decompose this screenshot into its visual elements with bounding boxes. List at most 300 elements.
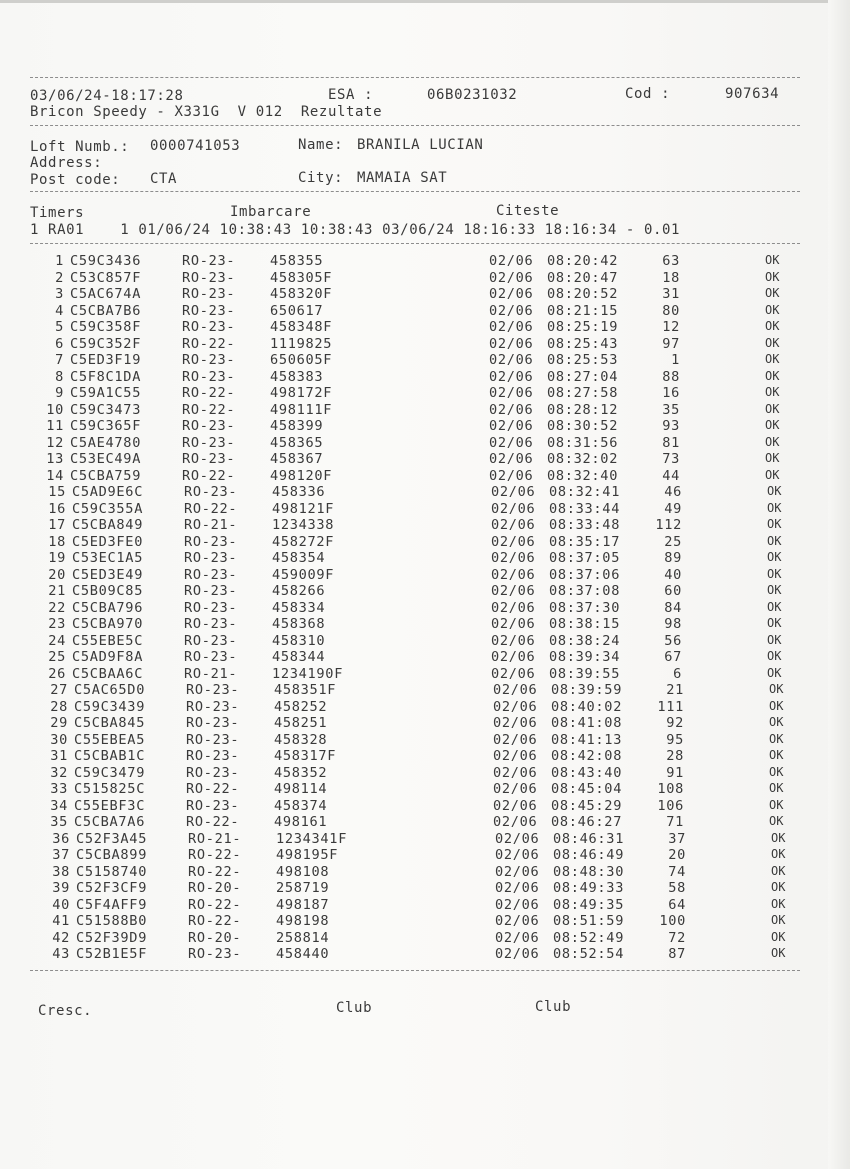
position-number: 31 <box>662 286 680 302</box>
status-ok: OK <box>769 682 784 696</box>
ring-country-year: RO-22- <box>188 913 242 929</box>
ring-code: C5CBA899 <box>76 847 148 863</box>
result-rank: 35 <box>50 814 68 830</box>
ring-number: 458351F <box>274 682 337 698</box>
table-row <box>6 913 850 930</box>
ring-number: 498120F <box>270 467 333 484</box>
ring-country-year: RO-20- <box>188 929 242 946</box>
ring-country-year: RO-23- <box>184 632 238 649</box>
table-row <box>0 352 850 369</box>
status-ok: OK <box>767 599 782 614</box>
ring-number: 498198 <box>276 913 330 929</box>
ring-code: C52F3A45 <box>76 830 148 847</box>
ring-code: C5B09C85 <box>72 583 144 599</box>
status-ok: OK <box>767 500 782 515</box>
table-row <box>2 583 850 600</box>
results-table <box>0 253 850 963</box>
arrival-time: 08:35:17 <box>549 533 621 550</box>
ring-code: C5CBA970 <box>72 616 144 632</box>
status-ok: OK <box>765 286 780 300</box>
arrival-date: 02/06 <box>495 863 540 880</box>
ring-code: C55EBEA5 <box>74 731 146 748</box>
arrival-date: 02/06 <box>489 418 534 434</box>
ring-country-year: RO-23- <box>186 764 240 781</box>
arrival-time: 08:25:53 <box>547 352 619 368</box>
result-rank: 1 <box>55 253 64 269</box>
cresc-label: Cresc. <box>38 1003 93 1019</box>
arrival-date: 02/06 <box>493 748 538 764</box>
result-rank: 34 <box>50 797 68 814</box>
result-rank: 17 <box>48 517 66 533</box>
ring-code: C59C365F <box>70 418 142 434</box>
arrival-date: 02/06 <box>489 319 534 335</box>
loft-label: Loft Numb.: <box>30 139 130 155</box>
result-rank: 19 <box>48 550 66 566</box>
separator-owner <box>30 191 800 192</box>
ring-code: C59C358F <box>70 319 142 335</box>
ring-number: 498187 <box>276 896 330 913</box>
ring-number: 258814 <box>276 929 330 946</box>
ring-code: C5CBAB1C <box>74 748 146 764</box>
result-rank: 39 <box>52 880 70 896</box>
arrival-date: 02/06 <box>489 451 534 467</box>
result-rank: 25 <box>48 649 66 665</box>
ring-code: C5CBA796 <box>72 599 144 616</box>
ring-number: 1234338 <box>272 517 335 533</box>
arrival-time: 08:51:59 <box>553 913 625 929</box>
result-rank: 26 <box>48 665 66 682</box>
ring-country-year: RO-20- <box>188 880 242 896</box>
ring-number: 459009F <box>272 566 335 583</box>
arrival-date: 02/06 <box>491 632 536 649</box>
device-info: Bricon Speedy - X331G V 012 Rezultate <box>30 104 383 120</box>
ring-code: C515825C <box>74 781 146 797</box>
ring-number: 458305F <box>270 269 333 286</box>
table-row <box>0 336 850 353</box>
table-row <box>4 732 850 749</box>
ring-country-year: RO-23- <box>184 566 238 583</box>
ring-number: 498195F <box>276 847 339 863</box>
ring-code: C5CBA849 <box>72 517 144 533</box>
ring-number: 458320F <box>270 286 333 302</box>
ring-number: 458317F <box>274 748 337 764</box>
table-row <box>2 550 850 567</box>
ring-code: C52B1E5F <box>76 946 148 962</box>
status-ok: OK <box>767 649 782 663</box>
result-rank: 3 <box>55 286 64 302</box>
ring-code: C5CBAA6C <box>72 665 144 682</box>
position-number: 21 <box>666 682 684 698</box>
table-row <box>0 286 850 303</box>
ring-code: C59C352F <box>70 335 142 352</box>
result-rank: 38 <box>52 863 70 880</box>
result-rank: 14 <box>46 467 64 484</box>
ring-number: 458383 <box>270 368 324 385</box>
ring-code: C5ED3FE0 <box>72 533 144 550</box>
table-row <box>0 451 850 468</box>
status-ok: OK <box>765 401 780 416</box>
ring-code: C55EBE5C <box>72 632 144 649</box>
arrival-time: 08:39:34 <box>549 649 621 665</box>
table-row <box>4 814 850 831</box>
status-ok: OK <box>771 896 786 911</box>
arrival-date: 02/06 <box>493 797 538 814</box>
ring-country-year: RO-23- <box>184 484 238 500</box>
ring-code: C5AC65D0 <box>74 682 146 698</box>
arrival-time: 08:20:52 <box>547 286 619 302</box>
position-number: 81 <box>662 434 680 451</box>
position-number: 95 <box>666 731 684 748</box>
ring-country-year: RO-23- <box>184 649 238 665</box>
status-ok: OK <box>769 781 784 795</box>
position-number: 63 <box>662 253 680 269</box>
ring-code: C5CBA845 <box>74 715 146 731</box>
arrival-date: 02/06 <box>493 781 538 797</box>
result-rank: 31 <box>50 748 68 764</box>
ring-code: C55EBF3C <box>74 797 146 814</box>
arrival-date: 02/06 <box>493 764 538 781</box>
arrival-date: 02/06 <box>495 946 540 962</box>
table-row <box>2 600 850 617</box>
postcode-label: Post code: <box>30 172 121 188</box>
ring-country-year: RO-23- <box>186 715 240 731</box>
ring-code: C5ED3F19 <box>70 352 142 368</box>
status-ok: OK <box>765 385 780 399</box>
ring-number: 498161 <box>274 814 328 830</box>
result-rank: 24 <box>48 632 66 649</box>
ring-country-year: RO-23- <box>182 451 236 467</box>
ring-country-year: RO-21- <box>184 517 238 533</box>
status-ok: OK <box>767 616 782 630</box>
ring-number: 458266 <box>272 583 326 599</box>
ring-country-year: RO-23- <box>182 269 236 286</box>
result-rank: 2 <box>55 269 64 286</box>
status-ok: OK <box>765 269 780 284</box>
result-rank: 33 <box>50 781 68 797</box>
position-number: 44 <box>662 467 680 484</box>
esa-label: ESA : <box>328 87 374 103</box>
table-row <box>4 699 850 716</box>
arrival-date: 02/06 <box>491 484 536 500</box>
ring-country-year: RO-22- <box>186 814 240 830</box>
ring-country-year: RO-22- <box>184 500 238 517</box>
status-ok: OK <box>771 929 786 944</box>
position-number: 20 <box>668 847 686 863</box>
arrival-date: 02/06 <box>489 401 534 418</box>
ring-number: 1234341F <box>276 830 348 847</box>
position-number: 6 <box>673 665 682 682</box>
status-ok: OK <box>767 550 782 564</box>
status-ok: OK <box>765 352 780 366</box>
ring-code: C5AC674A <box>70 286 142 302</box>
ring-country-year: RO-22- <box>188 847 242 863</box>
separator-top <box>30 77 800 78</box>
status-ok: OK <box>765 319 780 333</box>
status-ok: OK <box>765 467 780 482</box>
arrival-time: 08:31:56 <box>547 434 619 451</box>
arrival-date: 02/06 <box>489 434 534 451</box>
city-label: City: <box>298 170 344 186</box>
arrival-date: 02/06 <box>495 880 540 896</box>
status-ok: OK <box>771 913 786 927</box>
ring-country-year: RO-23- <box>186 731 240 748</box>
table-row <box>6 864 850 881</box>
arrival-time: 08:52:54 <box>553 946 625 962</box>
result-rank: 41 <box>52 913 70 929</box>
status-ok: OK <box>767 517 782 531</box>
position-number: 71 <box>666 814 684 830</box>
ring-code: C5CBA7A6 <box>74 814 146 830</box>
ring-code: C59C3473 <box>70 401 142 418</box>
arrival-time: 08:28:12 <box>547 401 619 418</box>
arrival-time: 08:20:42 <box>547 253 619 269</box>
ring-country-year: RO-21- <box>188 830 242 847</box>
arrival-date: 02/06 <box>489 385 534 401</box>
position-number: 73 <box>662 451 680 467</box>
result-rank: 4 <box>55 302 64 319</box>
club-label-2: Club <box>535 999 572 1015</box>
arrival-time: 08:37:08 <box>549 583 621 599</box>
ring-code: C59C355A <box>72 500 144 517</box>
ring-code: C59A1C55 <box>70 385 142 401</box>
ring-number: 650605F <box>270 352 333 368</box>
ring-number: 458355 <box>270 253 324 269</box>
ring-number: 458348F <box>270 319 333 335</box>
esa-value: 06B0231032 <box>427 87 518 103</box>
table-row <box>6 897 850 914</box>
postcode-value: CTA <box>150 171 178 187</box>
ring-country-year: RO-23- <box>184 550 238 566</box>
result-rank: 28 <box>50 698 68 715</box>
result-rank: 5 <box>55 319 64 335</box>
result-rank: 15 <box>48 484 66 500</box>
ring-code: C53EC1A5 <box>72 550 144 566</box>
status-ok: OK <box>771 946 786 960</box>
position-number: 97 <box>662 335 680 352</box>
ring-code: C59C3439 <box>74 698 146 715</box>
ring-number: 458368 <box>272 616 326 632</box>
table-row <box>0 303 850 320</box>
ring-country-year: RO-23- <box>186 682 240 698</box>
arrival-date: 02/06 <box>491 550 536 566</box>
ring-country-year: RO-21- <box>184 665 238 682</box>
ring-number: 458399 <box>270 418 324 434</box>
arrival-time: 08:27:04 <box>547 368 619 385</box>
position-number: 40 <box>664 566 682 583</box>
table-row <box>6 946 850 963</box>
status-ok: OK <box>771 863 786 878</box>
ring-code: C5F8C1DA <box>70 368 142 385</box>
status-ok: OK <box>771 847 786 861</box>
status-ok: OK <box>767 566 782 581</box>
ring-country-year: RO-23- <box>182 286 236 302</box>
result-rank: 18 <box>48 533 66 550</box>
address-label: Address: <box>30 155 103 171</box>
arrival-time: 08:37:05 <box>549 550 621 566</box>
city-value: MAMAIA SAT <box>357 170 448 186</box>
ring-country-year: RO-23- <box>182 302 236 319</box>
ring-number: 458334 <box>272 599 326 616</box>
ring-code: C53EC49A <box>70 451 142 467</box>
arrival-time: 08:41:08 <box>551 715 623 731</box>
ring-code: C59C3436 <box>70 253 142 269</box>
arrival-date: 02/06 <box>491 649 536 665</box>
status-ok: OK <box>767 583 782 597</box>
arrival-date: 02/06 <box>491 500 536 517</box>
result-rank: 11 <box>46 418 64 434</box>
arrival-time: 08:40:02 <box>551 698 623 715</box>
ring-country-year: RO-23- <box>186 797 240 814</box>
status-ok: OK <box>769 698 784 713</box>
result-rank: 36 <box>52 830 70 847</box>
position-number: 28 <box>666 748 684 764</box>
arrival-time: 08:32:41 <box>549 484 621 500</box>
ring-country-year: RO-23- <box>184 583 238 599</box>
arrival-time: 08:41:13 <box>551 731 623 748</box>
arrival-date: 02/06 <box>495 913 540 929</box>
table-row <box>0 385 850 402</box>
ring-code: C5ED3E49 <box>72 566 144 583</box>
ring-number: 498121F <box>272 500 335 517</box>
arrival-time: 08:43:40 <box>551 764 623 781</box>
arrival-time: 08:49:33 <box>553 880 625 896</box>
arrival-time: 08:20:47 <box>547 269 619 286</box>
position-number: 91 <box>666 764 684 781</box>
position-number: 112 <box>655 517 682 533</box>
arrival-time: 08:33:48 <box>549 517 621 533</box>
position-number: 35 <box>662 401 680 418</box>
table-row <box>6 847 850 864</box>
ring-code: C5AD9E6C <box>72 484 144 500</box>
imbarcare-label: Imbarcare <box>230 204 312 220</box>
result-rank: 23 <box>48 616 66 632</box>
arrival-date: 02/06 <box>491 665 536 682</box>
separator-bottom <box>30 970 800 971</box>
status-ok: OK <box>769 715 784 729</box>
position-number: 74 <box>668 863 686 880</box>
timer-line: 1 RA01 1 01/06/24 10:38:43 10:38:43 03/06/24 18:16:33 18:16:34 - 0.01 <box>30 222 681 238</box>
ring-code: C52F3CF9 <box>76 880 148 896</box>
arrival-time: 08:37:30 <box>549 599 621 616</box>
ring-code: C5F4AFF9 <box>76 896 148 913</box>
ring-code: C53C857F <box>70 269 142 286</box>
result-rank: 20 <box>48 566 66 583</box>
ring-country-year: RO-23- <box>182 319 236 335</box>
ring-country-year: RO-23- <box>188 946 242 962</box>
arrival-time: 08:37:06 <box>549 566 621 583</box>
ring-number: 458374 <box>274 797 328 814</box>
arrival-date: 02/06 <box>495 929 540 946</box>
table-row <box>0 402 850 419</box>
status-ok: OK <box>771 880 786 894</box>
arrival-date: 02/06 <box>495 830 540 847</box>
loft-value: 0000741053 <box>150 138 241 154</box>
arrival-time: 08:25:19 <box>547 319 619 335</box>
arrival-time: 08:39:59 <box>551 682 623 698</box>
table-row <box>4 748 850 765</box>
ring-country-year: RO-23- <box>182 418 236 434</box>
arrival-time: 08:32:40 <box>547 467 619 484</box>
status-ok: OK <box>765 253 780 267</box>
ring-country-year: RO-22- <box>182 335 236 352</box>
position-number: 106 <box>657 797 684 814</box>
arrival-date: 02/06 <box>489 269 534 286</box>
position-number: 93 <box>662 418 680 434</box>
ring-code: C5AD9F8A <box>72 649 144 665</box>
ring-number: 458365 <box>270 434 324 451</box>
arrival-time: 08:48:30 <box>553 863 625 880</box>
table-row <box>4 798 850 815</box>
arrival-time: 08:46:27 <box>551 814 623 830</box>
ring-country-year: RO-22- <box>188 896 242 913</box>
position-number: 92 <box>666 715 684 731</box>
arrival-date: 02/06 <box>491 533 536 550</box>
position-number: 58 <box>668 880 686 896</box>
arrival-time: 08:25:43 <box>547 335 619 352</box>
status-ok: OK <box>769 764 784 779</box>
ring-code: C59C3479 <box>74 764 146 781</box>
position-number: 12 <box>662 319 680 335</box>
table-row <box>6 930 850 947</box>
result-rank: 21 <box>48 583 66 599</box>
print-datetime: 03/06/24-18:17:28 <box>30 88 184 104</box>
ring-number: 498111F <box>270 401 333 418</box>
status-ok: OK <box>769 797 784 812</box>
arrival-time: 08:45:04 <box>551 781 623 797</box>
ring-number: 458336 <box>272 484 326 500</box>
arrival-date: 02/06 <box>489 335 534 352</box>
ring-code: C5CBA759 <box>70 467 142 484</box>
position-number: 72 <box>668 929 686 946</box>
status-ok: OK <box>765 335 780 350</box>
arrival-time: 08:27:58 <box>547 385 619 401</box>
arrival-time: 08:46:49 <box>553 847 625 863</box>
table-row <box>0 319 850 336</box>
position-number: 49 <box>664 500 682 517</box>
ring-number: 458352 <box>274 764 328 781</box>
table-row <box>2 484 850 501</box>
arrival-date: 02/06 <box>493 715 538 731</box>
table-row <box>2 633 850 650</box>
status-ok: OK <box>765 451 780 465</box>
ring-country-year: RO-22- <box>186 781 240 797</box>
ring-number: 498108 <box>276 863 330 880</box>
position-number: 88 <box>662 368 680 385</box>
status-ok: OK <box>767 533 782 548</box>
arrival-time: 08:33:44 <box>549 500 621 517</box>
ring-country-year: RO-23- <box>184 533 238 550</box>
arrival-time: 08:30:52 <box>547 418 619 434</box>
ring-number: 458367 <box>270 451 324 467</box>
arrival-time: 08:38:15 <box>549 616 621 632</box>
table-row <box>2 616 850 633</box>
ring-country-year: RO-22- <box>188 863 242 880</box>
ring-code: C5158740 <box>76 863 148 880</box>
arrival-date: 02/06 <box>489 286 534 302</box>
position-number: 1 <box>671 352 680 368</box>
status-ok: OK <box>769 748 784 762</box>
table-row <box>2 666 850 683</box>
table-row <box>0 253 850 270</box>
ring-country-year: RO-22- <box>182 385 236 401</box>
cod-label: Cod : <box>625 86 671 102</box>
position-number: 111 <box>657 698 684 715</box>
position-number: 108 <box>657 781 684 797</box>
ring-code: C51588B0 <box>76 913 148 929</box>
result-rank: 29 <box>50 715 68 731</box>
ring-number: 498172F <box>270 385 333 401</box>
ring-code: C52F39D9 <box>76 929 148 946</box>
